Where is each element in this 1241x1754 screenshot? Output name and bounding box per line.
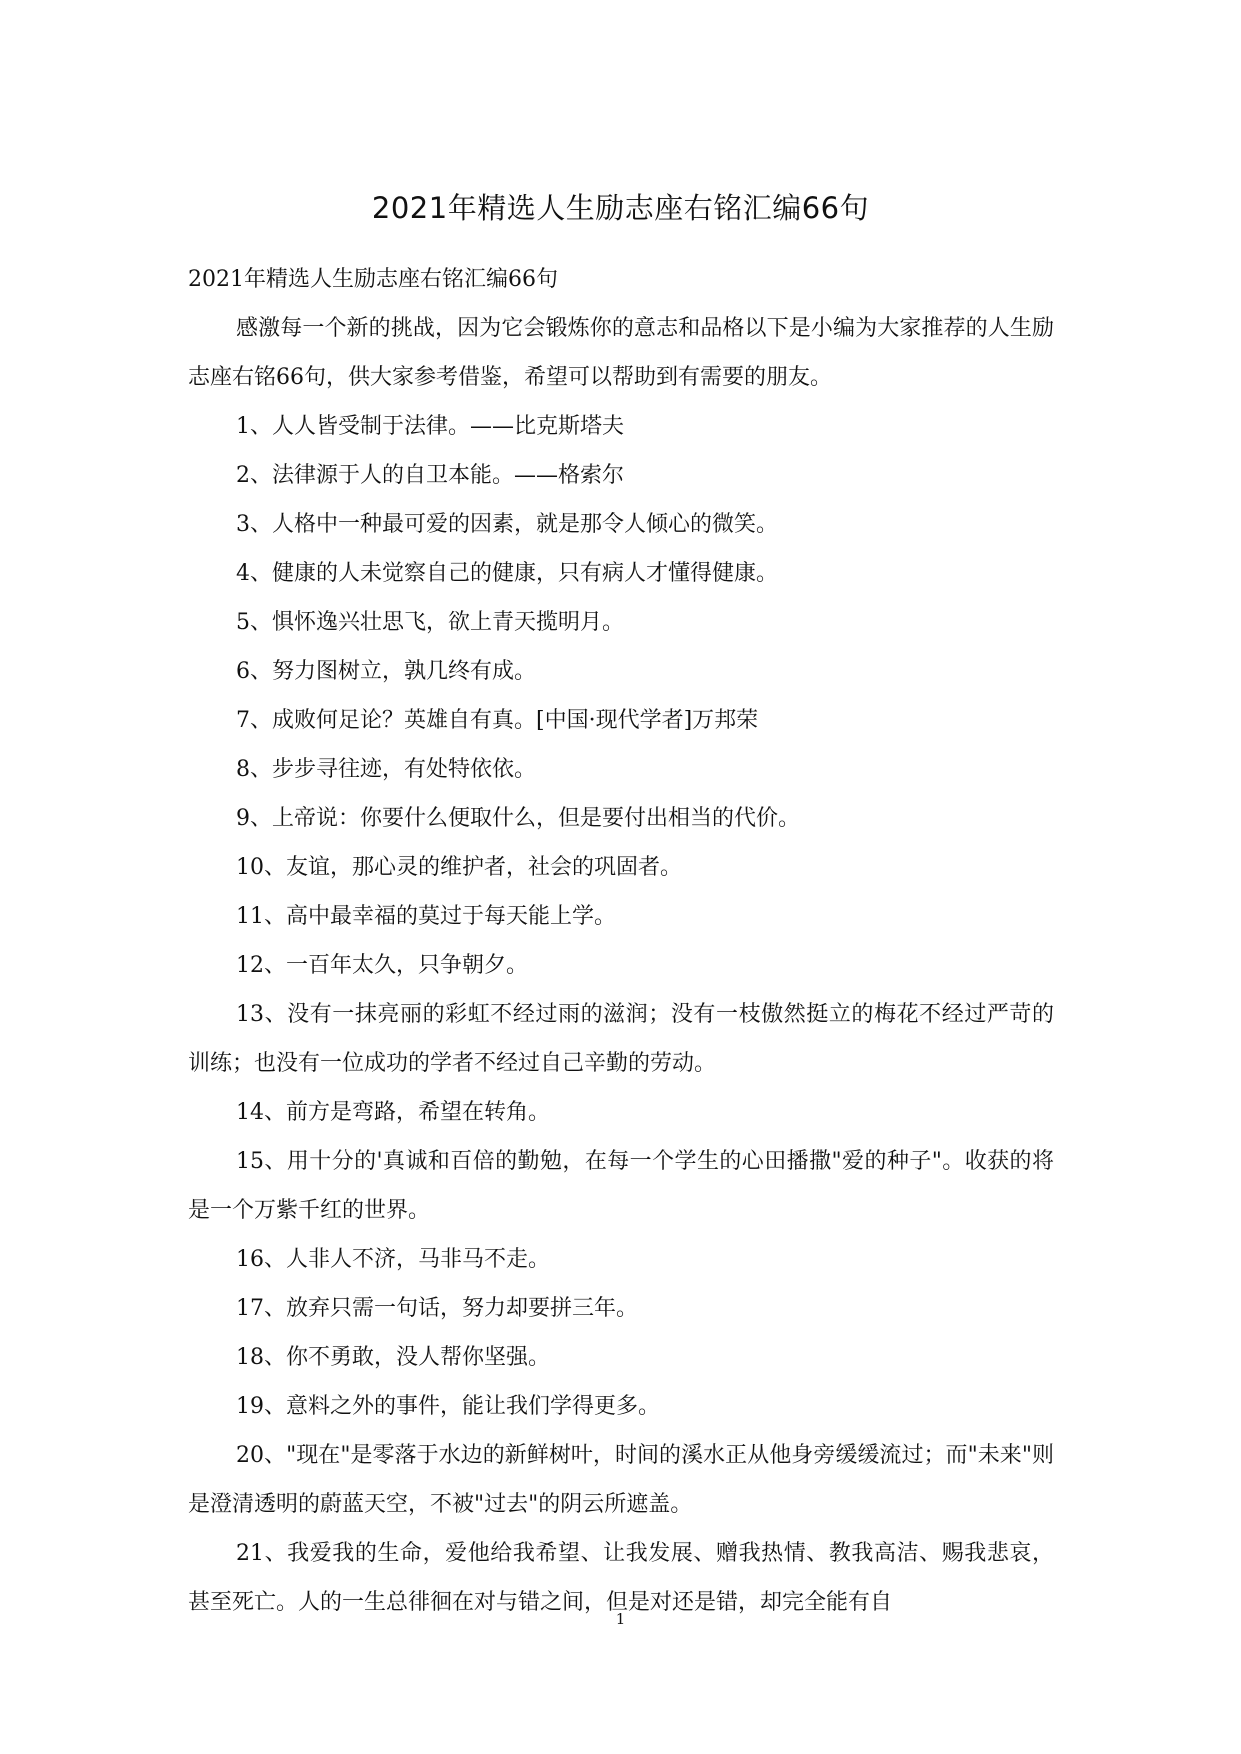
quote-item-11: 11、高中最幸福的莫过于每天能上学。 bbox=[236, 904, 616, 929]
quote-item-19: 19、意料之外的事件，能让我们学得更多。 bbox=[236, 1394, 660, 1419]
quote-item-6: 6、努力图树立，孰几终有成。 bbox=[236, 659, 536, 684]
quote-item-16: 16、人非人不济，马非马不走。 bbox=[236, 1247, 550, 1272]
quote-item-13: 13、没有一抹亮丽的彩虹不经过雨的滋润；没有一枝傲然挺立的梅花不经过严苛的训练；也没有一位成功的学者不经过自己辛勤的劳动。 bbox=[188, 1002, 1054, 1076]
quote-item-8: 8、步步寻往迹，有处特依依。 bbox=[236, 757, 536, 782]
quote-item-5: 5、惧怀逸兴壮思飞，欲上青天揽明月。 bbox=[236, 610, 624, 635]
quote-item-21: 21、我爱我的生命，爱他给我希望、让我发展、赠我热情、教我高洁、赐我悲哀，甚至死亡。人的一生总徘徊在对与错之间，但是对还是错，却完全能有自 bbox=[188, 1541, 1054, 1615]
quote-item-2: 2、法律源于人的自卫本能。——格索尔 bbox=[236, 463, 624, 488]
quote-item-7: 7、成败何足论？英雄自有真。[中国·现代学者]万邦荣 bbox=[236, 708, 759, 733]
quote-item-15: 15、用十分的'真诚和百倍的勤勉，在每一个学生的心田播撒"爱的种子"。收获的将是一个万紫千红的世界。 bbox=[188, 1149, 1054, 1223]
document-title: 2021年精选人生励志座右铭汇编66句 bbox=[371, 191, 870, 225]
intro-paragraph: 感激每一个新的挑战，因为它会锻炼你的意志和品格以下是小编为大家推荐的人生励志座右铭66句，供大家参考借鉴，希望可以帮助到有需要的朋友。 bbox=[188, 316, 1054, 390]
page-number: 1 bbox=[615, 1610, 626, 1628]
quote-item-4: 4、健康的人未觉察自己的健康，只有病人才懂得健康。 bbox=[236, 561, 778, 586]
quote-item-12: 12、一百年太久，只争朝夕。 bbox=[236, 953, 528, 978]
subtitle-paragraph: 2021年精选人生励志座右铭汇编66句 bbox=[188, 267, 558, 292]
quote-item-9: 9、上帝说：你要什么便取什么，但是要付出相当的代价。 bbox=[236, 806, 800, 831]
quote-item-18: 18、你不勇敢，没人帮你坚强。 bbox=[236, 1345, 550, 1370]
document-body bbox=[188, 255, 1054, 1627]
quote-item-20: 20、"现在"是零落于水边的新鲜树叶，时间的溪水正从他身旁缓缓流过；而"未来"则是澄清透明的蔚蓝天空，不被"过去"的阴云所遮盖。 bbox=[188, 1443, 1054, 1517]
quote-item-3: 3、人格中一种最可爱的因素，就是那令人倾心的微笑。 bbox=[236, 512, 778, 537]
quote-item-17: 17、放弃只需一句话，努力却要拼三年。 bbox=[236, 1296, 638, 1321]
quote-item-10: 10、友谊，那心灵的维护者，社会的巩固者。 bbox=[236, 855, 682, 880]
quote-item-1: 1、人人皆受制于法律。——比克斯塔夫 bbox=[236, 414, 624, 439]
quote-item-14: 14、前方是弯路，希望在转角。 bbox=[236, 1100, 550, 1125]
